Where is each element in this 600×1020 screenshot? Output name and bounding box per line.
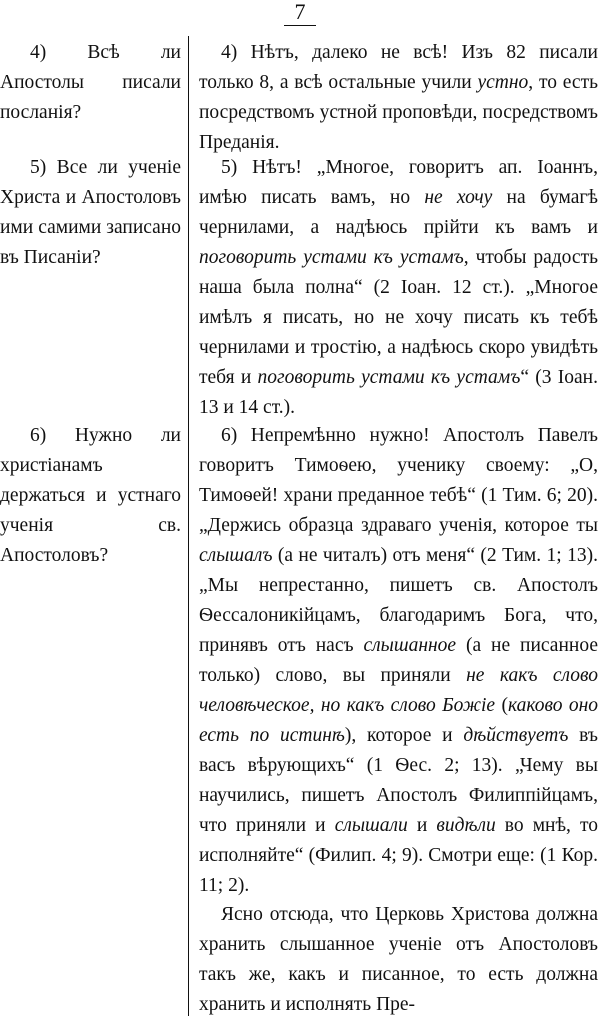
text-run: (а не писанное только) слово, вы приняли [199, 635, 598, 686]
text-run: ( [495, 695, 508, 716]
text-run: 5) Нѣтъ! „Многое, говоритъ ап. Іоаннъ, имѣю писать вамъ, но [199, 157, 598, 208]
text-run: ), которое и [344, 725, 464, 746]
italic-run: каково оно есть по истинѣ [199, 695, 598, 746]
question-5: 5) Все ли ученіе Христа и Апостоловъ ими самими записано въ Писаніи? [0, 157, 181, 268]
column-divider [188, 36, 189, 1016]
italic-run: слышанное [363, 635, 457, 656]
question-4: 4) Всѣ ли Апостолы писали посланія? [0, 42, 181, 123]
text-run: 6) Непремѣнно нужно! Апостолъ Павелъ говоритъ Тимоѳею, ученику своему: „О, Тимоѳей! храни преданное тебѣ“ (1 Тим. 6; 20). „Держись образца здраваго ученія, которое ты [199, 425, 598, 536]
italic-run: слышалъ [199, 545, 273, 566]
text-run: “ (3 Іоан. 13 и 14 ст.). [199, 367, 598, 418]
text-run: въ васъ вѣрующихъ“ (1 Ѳес. 2; 13). „Чему вы научились, пишетъ Апостолъ Филиппійцамъ, что приняли и [199, 725, 598, 836]
question-6: 6) Нужно ли христіанамъ держаться и устнаго ученія св. Апостоловъ? [0, 425, 181, 566]
text-run: во мнѣ, то исполняйте“ (Филип. 4; 9). Смотри еще: (1 Кор. 11; 2). [199, 815, 599, 896]
answer-6 [199, 421, 598, 901]
italic-run: видѣли [436, 815, 496, 836]
text-run: и [407, 815, 437, 836]
text-run: (а не читалъ) отъ меня“ (2 Тим. 1; 13). „Мы непрестанно, пишетъ св. Апостолъ Ѳессалоникійцамъ, благодаримъ Бога, что, принявъ отъ насъ [199, 545, 598, 656]
text-run: Ясно отсюда, что Церковь Христова должна хранить слышанное ученіе отъ Апостоловъ такъ же, какъ и писанное, то есть должна хранить и исполнять Пре- [199, 904, 598, 1015]
italic-run: устно [477, 72, 529, 93]
text-run: 4) Нѣтъ, далеко не всѣ! Изъ 82 писали только 8, а всѣ остальные учили [199, 42, 598, 93]
conclusion-paragraph [199, 900, 598, 1020]
page-number: 7 [294, 0, 306, 24]
text-run: , то есть посредствомъ устной проповѣди, посредствомъ Преданія. [199, 72, 598, 153]
italic-run: слышали [334, 815, 408, 836]
answer-5 [199, 153, 598, 423]
top-rule [284, 25, 316, 26]
italic-run: поговорить устами къ устамъ [257, 367, 521, 388]
text-run: на бумагѣ чернилами, а надѣюсь прійти къ вамъ и [199, 187, 598, 238]
answer-4 [199, 38, 598, 158]
italic-run: поговорить устами къ устамъ [199, 247, 464, 268]
text-run: , чтобы радость наша была полна“ (2 Іоан. 12 ст.). „Многое имѣлъ я писать, но не хочу писать къ тебѣ чернилами и тростію, а надѣюсь скоро увидѣть тебя и [199, 247, 598, 388]
italic-run: не хочу [424, 187, 493, 208]
italic-run: дѣйствуетъ [463, 725, 569, 746]
italic-run: не какъ слово человѣческое, но какъ слово Божіе [199, 665, 598, 716]
